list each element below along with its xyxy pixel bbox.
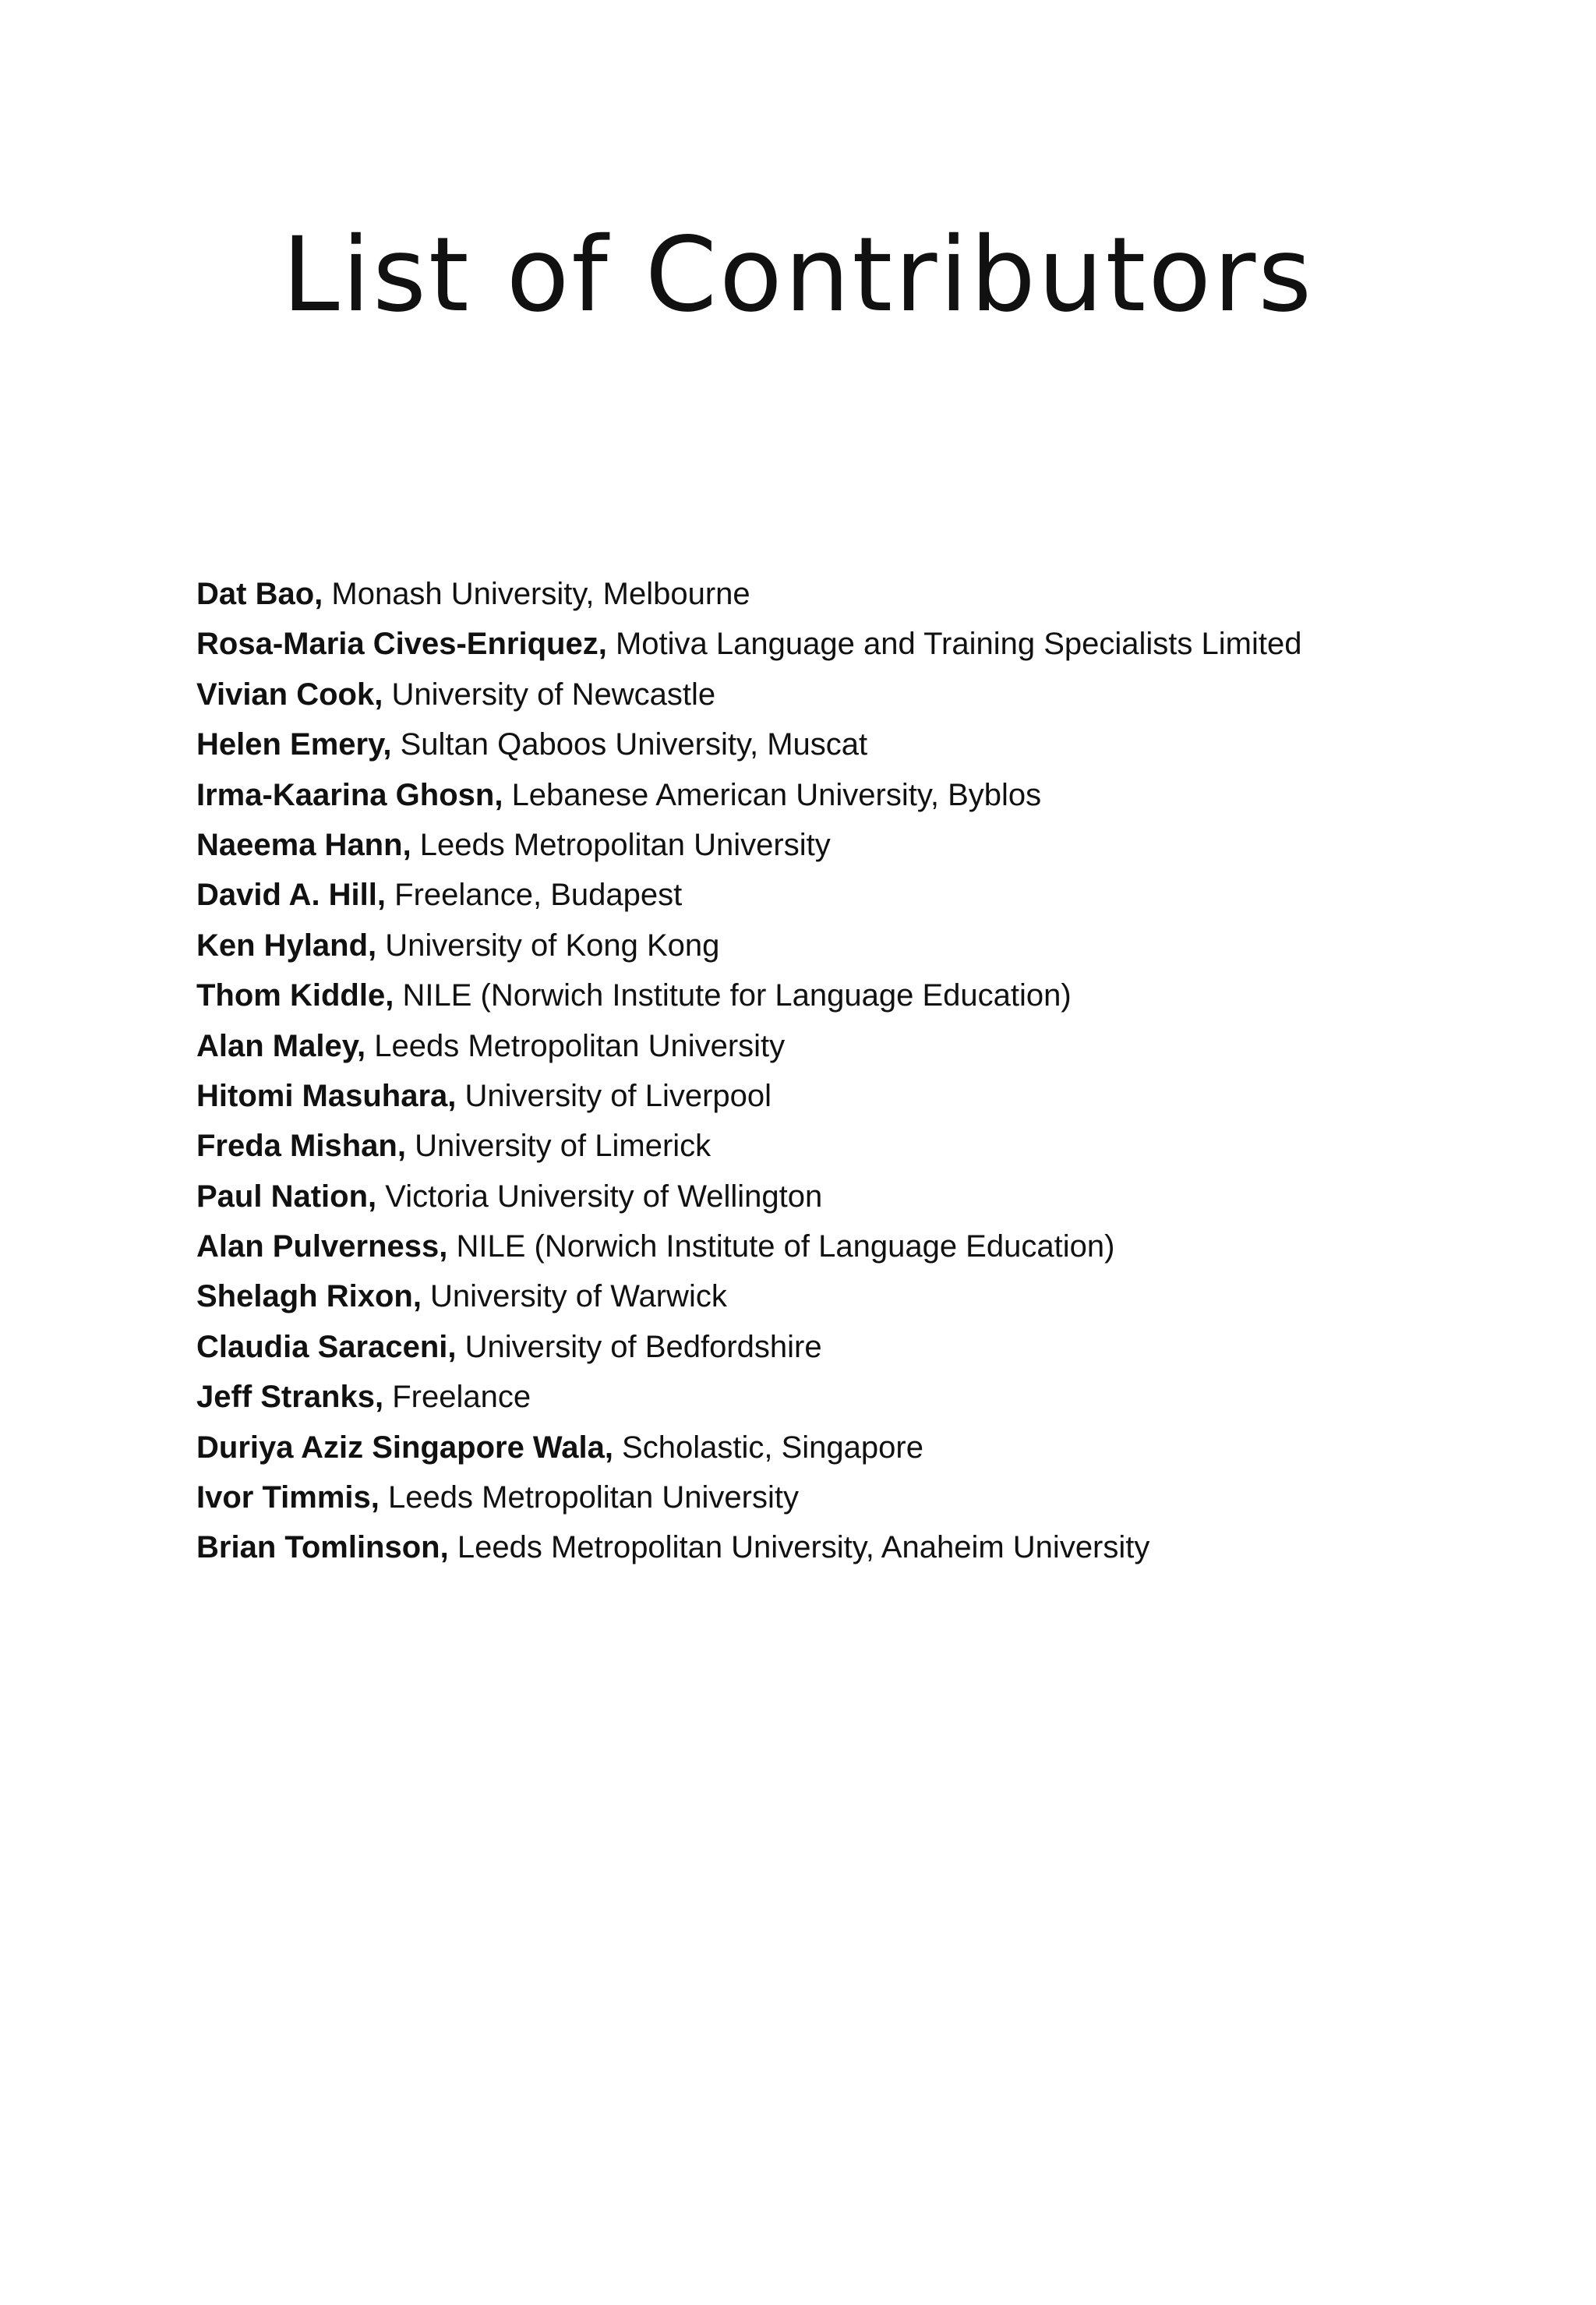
- contributor-name: Dat Bao: [196, 577, 315, 611]
- contributor-separator: ,: [374, 677, 392, 712]
- contributor-entry: [196, 1472, 1568, 1522]
- contributor-entry: [196, 820, 1568, 870]
- contributor-affiliation: Monash University, Melbourne: [331, 577, 750, 611]
- contributor-affiliation: Leeds Metropolitan University, Anaheim University: [457, 1530, 1150, 1565]
- contributor-list: [196, 569, 1568, 1573]
- contributor-separator: ,: [357, 1028, 375, 1063]
- contributor-affiliation: University of Newcastle: [391, 677, 716, 712]
- contributor-name: Duriya Aziz Singapore Wala: [196, 1430, 605, 1465]
- contributor-name: Claudia Saraceni: [196, 1329, 448, 1364]
- contributor-affiliation: University of Bedfordshire: [464, 1329, 822, 1364]
- contributor-entry: [196, 1021, 1568, 1071]
- contributor-name: Freda Mishan: [196, 1129, 397, 1164]
- contributor-affiliation: Sultan Qaboos University, Muscat: [400, 727, 868, 762]
- contributor-separator: ,: [604, 1430, 623, 1465]
- contributor-entry: [196, 1423, 1568, 1472]
- contributor-name: Hitomi Masuhara: [196, 1078, 448, 1113]
- contributor-separator: ,: [439, 1229, 457, 1264]
- contributor-affiliation: Motiva Language and Training Specialists Limited: [615, 627, 1302, 662]
- contributor-separator: ,: [370, 1480, 389, 1515]
- contributor-affiliation: University of Warwick: [430, 1279, 727, 1314]
- contributor-separator: ,: [447, 1329, 465, 1364]
- contributor-entry: [196, 1071, 1568, 1121]
- contributor-separator: ,: [376, 878, 395, 913]
- contributor-affiliation: University of Liverpool: [464, 1078, 772, 1113]
- contributor-separator: ,: [385, 978, 403, 1013]
- contributor-name: David A. Hill: [196, 878, 377, 913]
- contributor-separator: ,: [494, 777, 512, 812]
- contributor-name: Helen Emery: [196, 727, 383, 762]
- contributor-affiliation: University of Limerick: [415, 1129, 711, 1164]
- contributor-separator: ,: [383, 727, 401, 762]
- contributor-affiliation: Leeds Metropolitan University: [374, 1028, 786, 1063]
- contributor-affiliation: Victoria University of Wellington: [385, 1179, 823, 1214]
- contributor-separator: ,: [397, 1129, 415, 1164]
- contributor-name: Naeema Hann: [196, 827, 403, 862]
- contributor-affiliation: NILE (Norwich Institute for Language Education): [402, 978, 1072, 1013]
- contributor-name: Ken Hyland: [196, 928, 369, 963]
- contributor-affiliation: Scholastic, Singapore: [622, 1430, 923, 1465]
- contributor-entry: [196, 1172, 1568, 1221]
- contributor-separator: ,: [598, 627, 616, 662]
- contributor-entry: [196, 1121, 1568, 1171]
- contributor-separator: ,: [368, 928, 386, 963]
- contributor-name: Shelagh Rixon: [196, 1279, 413, 1314]
- contributor-name: Rosa-Maria Cives-Enriquez: [196, 627, 598, 662]
- contributor-separator: ,: [314, 577, 332, 611]
- contributor-entry: [196, 1522, 1568, 1572]
- contributor-separator: ,: [412, 1279, 431, 1314]
- contributor-entry: [196, 670, 1568, 719]
- contributor-affiliation: Leeds Metropolitan University: [419, 827, 831, 862]
- contributor-entry: [196, 1322, 1568, 1372]
- contributor-separator: ,: [374, 1380, 393, 1415]
- contributor-entry: [196, 619, 1568, 669]
- contributor-separator: ,: [447, 1078, 465, 1113]
- contributor-entry: [196, 921, 1568, 970]
- contributor-separator: ,: [368, 1179, 386, 1214]
- contributor-entry: [196, 1221, 1568, 1271]
- contributor-separator: ,: [440, 1530, 457, 1565]
- contributor-entry: [196, 770, 1568, 820]
- contributor-name: Vivian Cook: [196, 677, 375, 712]
- contributor-name: Brian Tomlinson: [196, 1530, 440, 1565]
- contributor-entry: [196, 1372, 1568, 1422]
- contributor-name: Alan Pulverness: [196, 1229, 440, 1264]
- contributor-name: Thom Kiddle: [196, 978, 386, 1013]
- contributor-name: Jeff Stranks: [196, 1380, 375, 1415]
- contributor-name: Ivor Timmis: [196, 1480, 371, 1515]
- contributor-affiliation: NILE (Norwich Institute of Language Education): [456, 1229, 1115, 1264]
- contributor-name: Irma-Kaarina Ghosn: [196, 777, 495, 812]
- contributor-entry: [196, 569, 1568, 619]
- contributor-entry: [196, 719, 1568, 769]
- contributor-affiliation: Freelance: [392, 1380, 531, 1415]
- contributor-entry: [196, 970, 1568, 1020]
- contributor-name: Paul Nation: [196, 1179, 369, 1214]
- page-title: List of Contributors: [281, 215, 1315, 335]
- contributor-affiliation: Lebanese American University, Byblos: [511, 777, 1042, 812]
- contributor-separator: ,: [402, 827, 420, 862]
- contributor-affiliation: University of Kong Kong: [385, 928, 720, 963]
- contributor-entry: [196, 870, 1568, 920]
- contributor-name: Alan Maley: [196, 1028, 357, 1063]
- contributor-affiliation: Leeds Metropolitan University: [388, 1480, 799, 1515]
- contributor-affiliation: Freelance, Budapest: [394, 878, 683, 913]
- contributor-entry: [196, 1271, 1568, 1321]
